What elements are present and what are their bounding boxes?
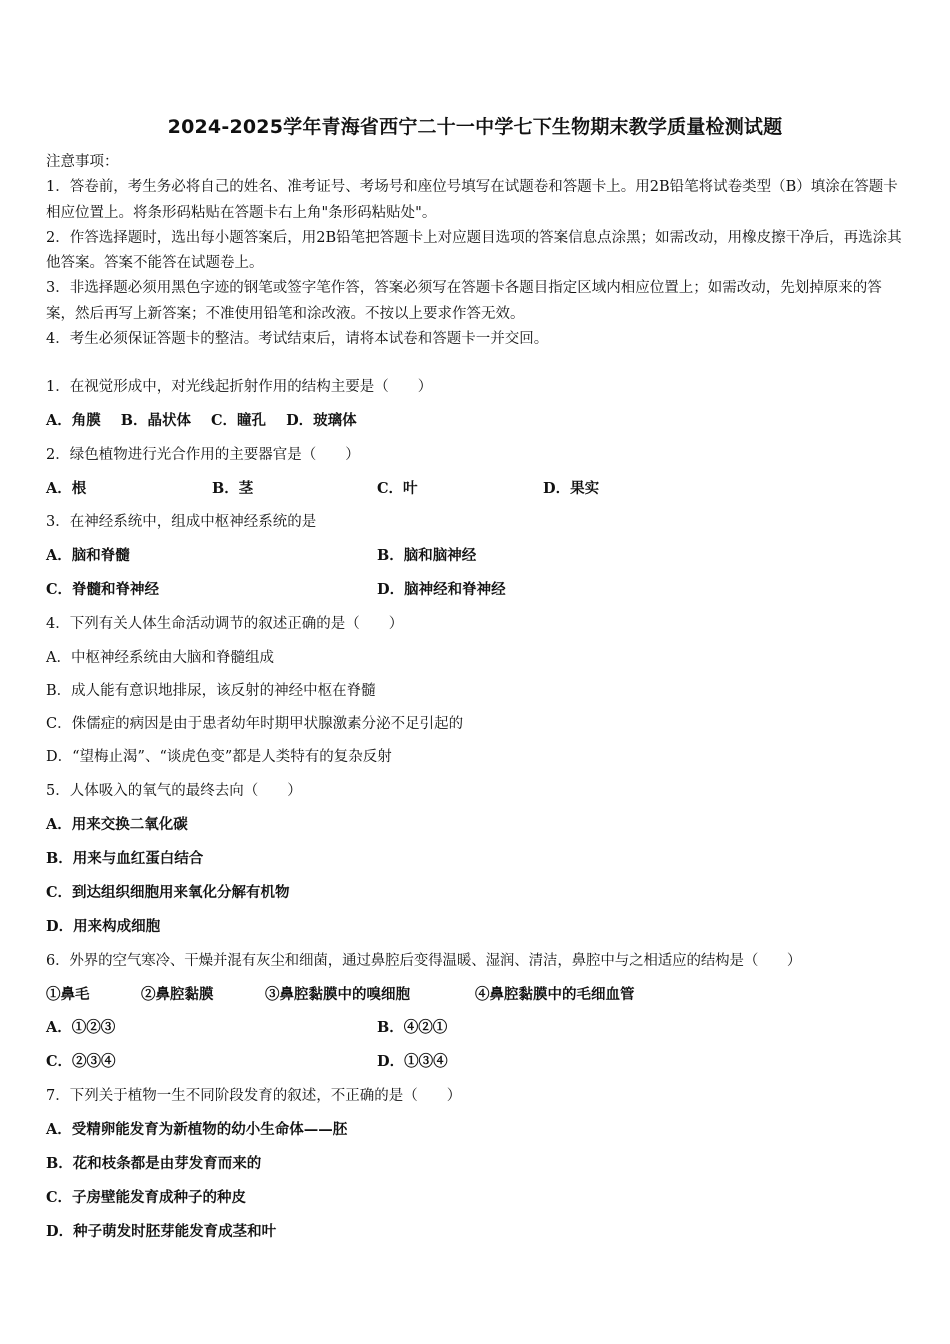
option: B．用来与血红蛋白结合 (46, 850, 204, 867)
option: A．中枢神经系统由大脑和脊髓组成 (46, 650, 274, 666)
option: B．成人能有意识地排尿，该反射的神经中枢在脊髓 (46, 683, 376, 699)
option: C．叶 (377, 480, 418, 497)
notice-section (46, 150, 908, 352)
notice-item: 4．考生必须保证答题卡的整洁。考试结束后，请将本试卷和答题卡一并交回。 (46, 331, 549, 348)
option: D．①③④ (377, 1053, 448, 1070)
option: A．用来交换二氧化碳 (46, 816, 188, 833)
option: D．用来构成细胞 (46, 918, 161, 935)
question-6-stem: 6．外界的空气寒冷、干燥并混有灰尘和细菌，通过鼻腔后变得温暖、湿润、清洁，鼻腔中与之相适应的结构是（ ） (46, 953, 802, 969)
question-6-options-row2 (46, 1050, 448, 1071)
option: C．瞳孔 (211, 412, 267, 429)
question-5-stem: 5．人体吸入的氧气的最终去向（ ） (46, 783, 302, 799)
option: A．根 (46, 480, 87, 497)
option: C．子房壁能发育成种子的种皮 (46, 1189, 247, 1206)
item: ①鼻毛 (46, 986, 90, 1003)
option: C．侏儒症的病因是由于患者幼年时期甲状腺激素分泌不足引起的 (46, 716, 464, 732)
notice-item: 2．作答选择题时，选出每小题答案后，用2B铅笔把答题卡上对应题目选项的答案信息点涂黑；如需改动，用橡皮擦干净后，再选涂其他答案。答案不能答在试题卷上。 (46, 229, 902, 272)
option: A．角膜 (46, 412, 101, 429)
option: D．脑神经和脊神经 (377, 581, 506, 598)
option: B．脑和脑神经 (377, 547, 477, 564)
question-3-options-row1 (46, 544, 476, 565)
item: ④鼻腔黏膜中的毛细血管 (475, 986, 635, 1003)
notice-item: 3．非选择题必须用黑色字迹的钢笔或签字笔作答，答案必须写在答题卡各题目指定区域内相应位置上；如需改动，先划掉原来的答案，然后再写上新答案；不准使用铅笔和涂改液。不按以上要求作答无效。 (46, 280, 882, 322)
notice-heading: 注意事项： (46, 154, 119, 170)
question-3-stem: 3．在神经系统中，组成中枢神经系统的是 (46, 514, 317, 530)
option: B．晶状体 (120, 412, 192, 429)
option: D．果实 (543, 480, 600, 497)
option: C．脊髓和脊神经 (46, 581, 160, 598)
option: A．①②③ (46, 1019, 116, 1036)
question-4-stem: 4．下列有关人体生命活动调节的叙述正确的是（ ） (46, 616, 404, 632)
question-3-options-row2 (46, 578, 506, 599)
option: D．种子萌发时胚芽能发育成茎和叶 (46, 1223, 277, 1240)
question-1-stem: 1．在视觉形成中，对光线起折射作用的结构主要是（ ） (46, 379, 433, 395)
option: A．脑和脊髓 (46, 547, 130, 564)
option: B．④②① (377, 1019, 448, 1036)
question-6-options-row1 (46, 1016, 447, 1037)
option: C．②③④ (46, 1053, 116, 1070)
option: B．花和枝条都是由芽发育而来的 (46, 1155, 262, 1172)
item: ②鼻腔黏膜 (141, 986, 214, 1003)
option: D．玻璃体 (286, 412, 357, 429)
question-7-stem: 7．下列关于植物一生不同阶段发育的叙述，不正确的是（ ） (46, 1088, 462, 1104)
question-6-items (46, 983, 635, 1004)
item: ③鼻腔黏膜中的嗅细胞 (265, 986, 410, 1003)
question-2-options (46, 477, 599, 498)
option: C．到达组织细胞用来氧化分解有机物 (46, 884, 290, 901)
question-2-stem: 2．绿色植物进行光合作用的主要器官是（ ） (46, 447, 360, 463)
question-1-options (46, 409, 357, 430)
option: A．受精卵能发育为新植物的幼小生命体——胚 (46, 1121, 348, 1138)
notice-item: 1．答卷前，考生务必将自己的姓名、准考证号、考场号和座位号填写在试题卷和答题卡上。用2B铅笔将试卷类型（B）填涂在答题卡相应位置上。将条形码粘贴在答题卡右上角"条形码粘贴处"。 (46, 179, 898, 221)
option: B．茎 (212, 480, 254, 497)
page-title: 2024-2025学年青海省西宁二十一中学七下生物期末教学质量检测试题 (167, 116, 783, 138)
option: D．“望梅止渴”、“谈虎色变”都是人类特有的复杂反射 (46, 749, 392, 765)
